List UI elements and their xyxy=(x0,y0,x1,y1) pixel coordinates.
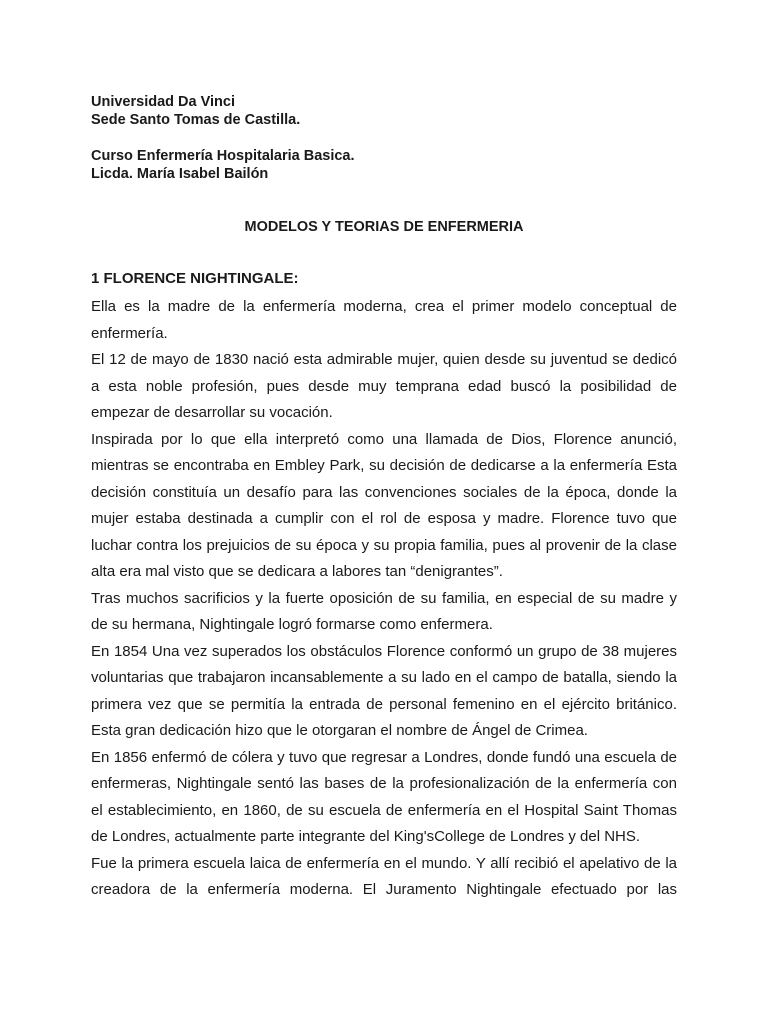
section-heading: 1 FLORENCE NIGHTINGALE: xyxy=(91,270,299,287)
institution-block xyxy=(91,93,300,129)
course-block xyxy=(91,147,355,183)
body-line: el establecimiento, en 1860, de su escuela de enfermería en el Hospital Saint Thomas xyxy=(91,801,677,819)
body-line: alta era mal visto que se dedicara a labores tan “denigrantes”. xyxy=(91,563,503,580)
university-name: Universidad Da Vinci xyxy=(91,94,235,110)
body-line: primera vez que se permitía la entrada de personal femenino en el ejército británico. xyxy=(91,695,677,713)
body-line: enfermería. xyxy=(91,324,168,342)
campus-name: Sede Santo Tomas de Castilla. xyxy=(91,112,301,128)
body-line: Ella es la madre de la enfermería moderna, crea el primer modelo conceptual de xyxy=(91,298,677,315)
body-line: Inspirada por lo que ella interpretó como una llamada de Dios, Florence anunció, xyxy=(91,430,677,448)
body-line: El 12 de mayo de 1830 nació esta admirable mujer, quien desde su juventud se dedicó xyxy=(91,351,677,368)
body-line: En 1854 Una vez superados los obstáculos Florence conformó un grupo de 38 mujeres xyxy=(91,642,677,660)
body-line: enfermeras, Nightingale sentó las bases de la profesionalización de la enfermería con xyxy=(91,775,677,792)
body-line: empezar de desarrollar su vocación. xyxy=(91,404,333,421)
body-line: Esta gran dedicación hizo que le otorgaran el nombre de Ángel de Crimea. xyxy=(91,722,588,739)
body-line: mientras se encontraba en Embley Park, su decisión de dedicarse a la enfermería Esta xyxy=(91,457,677,474)
document-title: MODELOS Y TEORIAS DE ENFERMERIA xyxy=(244,219,524,235)
body-line: mujer estaba destinada a cumplir con el rol de esposa y madre. Florence tuvo que xyxy=(91,510,677,527)
body-line: Fue la primera escuela laica de enfermería en el mundo. Y allí recibió el apelativo de la xyxy=(91,854,677,872)
body-line: luchar contra los prejuicios de su época y su propia familia, pues al provenir de la clase xyxy=(91,536,677,554)
section-body xyxy=(91,294,677,904)
body-line: de su hermana, Nightingale logró formarse como enfermera. xyxy=(91,616,493,633)
body-line: creadora de la enfermería moderna. El Juramento Nightingale efectuado por las xyxy=(91,881,677,898)
body-line: voluntarias que trabajaron incansablemente a su lado en el campo de batalla, siendo la xyxy=(91,669,677,686)
body-line: decisión constituía un desafío para las convenciones sociales de la época, donde la xyxy=(91,483,677,501)
body-line: Tras muchos sacrificios y la fuerte oposición de su familia, en especial de su madre y xyxy=(91,589,677,607)
body-line: de Londres, actualmente parte integrante del King'sCollege de Londres y del NHS. xyxy=(91,828,641,845)
course-name: Curso Enfermería Hospitalaria Basica. xyxy=(91,148,355,164)
body-line: a esta noble profesión, pues desde muy temprana edad buscó la posibilidad de xyxy=(91,377,677,395)
body-line: En 1856 enfermó de cólera y tuvo que regresar a Londres, donde fundó una escuela de xyxy=(91,748,677,766)
instructor-name: Licda. María Isabel Bailón xyxy=(91,166,269,182)
